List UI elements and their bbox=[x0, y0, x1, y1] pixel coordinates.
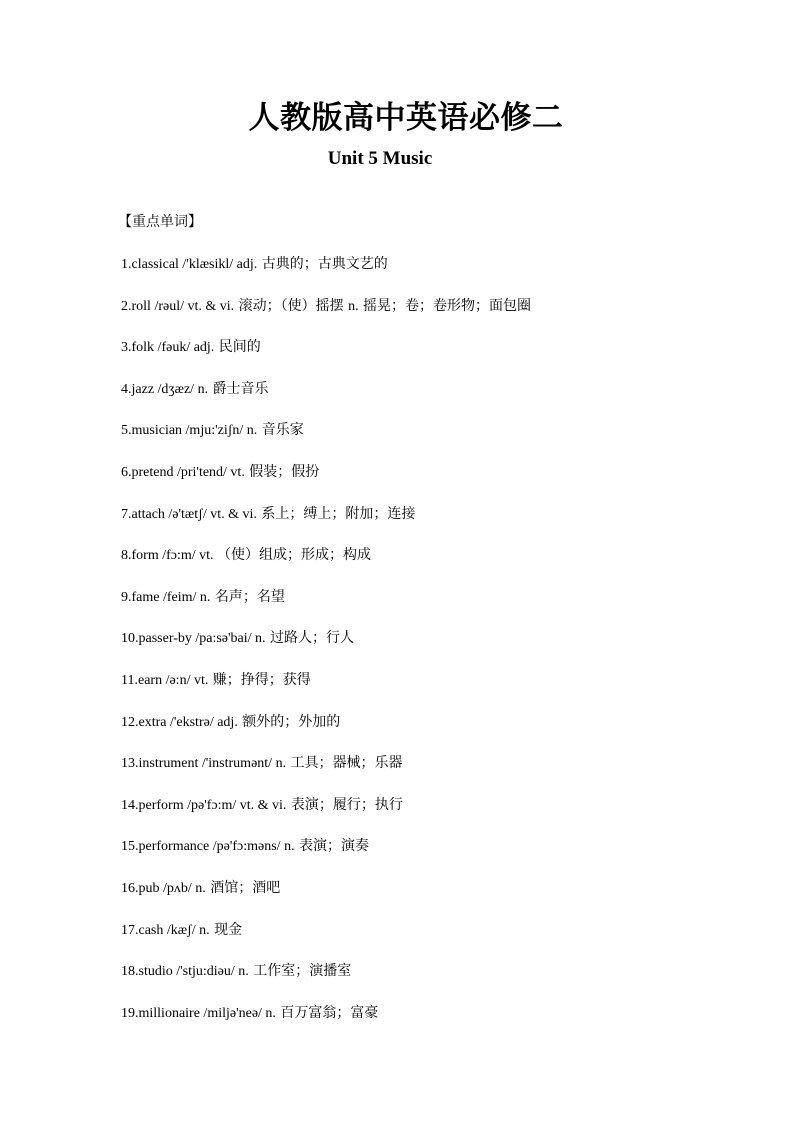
list-item bbox=[121, 626, 531, 668]
unit-subtitle: Unit 5 Music bbox=[327, 148, 433, 169]
list-item bbox=[121, 502, 531, 544]
word-head: 16.pub /pʌb/ n. bbox=[121, 880, 206, 896]
word-meaning: 古典的；古典文艺的 bbox=[257, 256, 388, 272]
list-item bbox=[121, 335, 531, 377]
list-item bbox=[121, 418, 531, 460]
word-meaning: 爵士音乐 bbox=[208, 380, 269, 397]
word-head: 4.jazz /dʒæz/ n. bbox=[121, 381, 209, 397]
word-head: 13.instrument /'instrumənt/ n. bbox=[121, 756, 287, 772]
list-item bbox=[121, 294, 531, 336]
list-item bbox=[121, 1001, 531, 1043]
word-meaning: 百万富翁；富豪 bbox=[275, 1004, 379, 1021]
word-meaning: 工具；器械；乐器 bbox=[286, 755, 403, 772]
word-head: 3.folk /fəuk/ adj. bbox=[121, 340, 215, 356]
word-meaning: 假装；假扮 bbox=[244, 463, 320, 480]
list-item bbox=[121, 793, 531, 835]
word-head: 1.classical /'klæsikl/ adj. bbox=[121, 257, 258, 272]
word-pos-2: n. bbox=[348, 298, 359, 314]
word-head: 7.attach /ə'tætʃ/ vt. & vi. bbox=[121, 506, 257, 522]
word-meaning: 现金 bbox=[209, 921, 243, 938]
list-item bbox=[121, 918, 531, 960]
word-head: 15.performance /pə'fɔ:məns/ n. bbox=[121, 839, 295, 855]
word-head: 11.earn /ə:n/ vt. bbox=[121, 672, 209, 688]
list-item bbox=[121, 876, 531, 918]
word-meaning: 滚动；（使）摇摆 bbox=[234, 297, 349, 314]
page-title: 人教版高中英语必修二 bbox=[248, 100, 564, 136]
word-meaning: 过路人；行人 bbox=[265, 630, 354, 647]
word-meaning: 额外的；外加的 bbox=[237, 713, 341, 730]
list-item bbox=[121, 543, 531, 585]
list-item bbox=[121, 585, 531, 627]
list-item bbox=[121, 834, 531, 876]
word-meaning: 系上；缚上；附加；连接 bbox=[256, 505, 416, 522]
list-item bbox=[121, 460, 531, 502]
word-meaning: 赚；挣得；获得 bbox=[208, 671, 311, 688]
word-head: 19.millionaire /miljə'neə/ n. bbox=[121, 1005, 276, 1021]
word-meaning: 民间的 bbox=[214, 339, 261, 356]
list-item bbox=[121, 252, 531, 294]
word-head: 18.studio /'stju:diəu/ n. bbox=[121, 964, 249, 980]
word-head: 10.passer-by /pa:sə'bai/ n. bbox=[121, 631, 266, 647]
word-head: 6.pretend /pri'tend/ vt. bbox=[121, 464, 245, 480]
word-head: 14.perform /pə'fɔ:m/ vt. & vi. bbox=[121, 797, 287, 813]
word-head: 2.roll /rəul/ vt. & vi. bbox=[121, 298, 235, 314]
word-meaning: 工作室；演播室 bbox=[248, 963, 352, 980]
list-item bbox=[121, 668, 531, 710]
word-meaning: 表演；履行；执行 bbox=[286, 796, 403, 813]
list-item bbox=[121, 959, 531, 1001]
list-item bbox=[121, 377, 531, 419]
word-head: 12.extra /'ekstrə/ adj. bbox=[121, 714, 238, 730]
word-head: 8.form /fɔ:m/ vt. bbox=[121, 548, 218, 564]
word-meaning: （使）组成；形成；构成 bbox=[217, 547, 372, 564]
vocabulary-list bbox=[121, 252, 531, 1042]
word-meaning: 名声；名望 bbox=[210, 588, 285, 605]
word-meaning: 表演；演奏 bbox=[294, 838, 370, 855]
word-head: 17.cash /kæʃ/ n. bbox=[121, 922, 210, 938]
word-meaning: 音乐家 bbox=[257, 422, 304, 439]
list-item bbox=[121, 751, 531, 793]
word-meaning-2: 摇晃；卷；卷形物；面包圈 bbox=[358, 297, 532, 314]
list-item bbox=[121, 710, 531, 752]
section-label-key-words: 【重点单词】 bbox=[118, 214, 202, 230]
word-head: 5.musician /mju:'ziʃn/ n. bbox=[121, 423, 258, 439]
word-meaning: 酒馆；酒吧 bbox=[205, 879, 281, 896]
word-head: 9.fame /feim/ n. bbox=[121, 589, 211, 605]
